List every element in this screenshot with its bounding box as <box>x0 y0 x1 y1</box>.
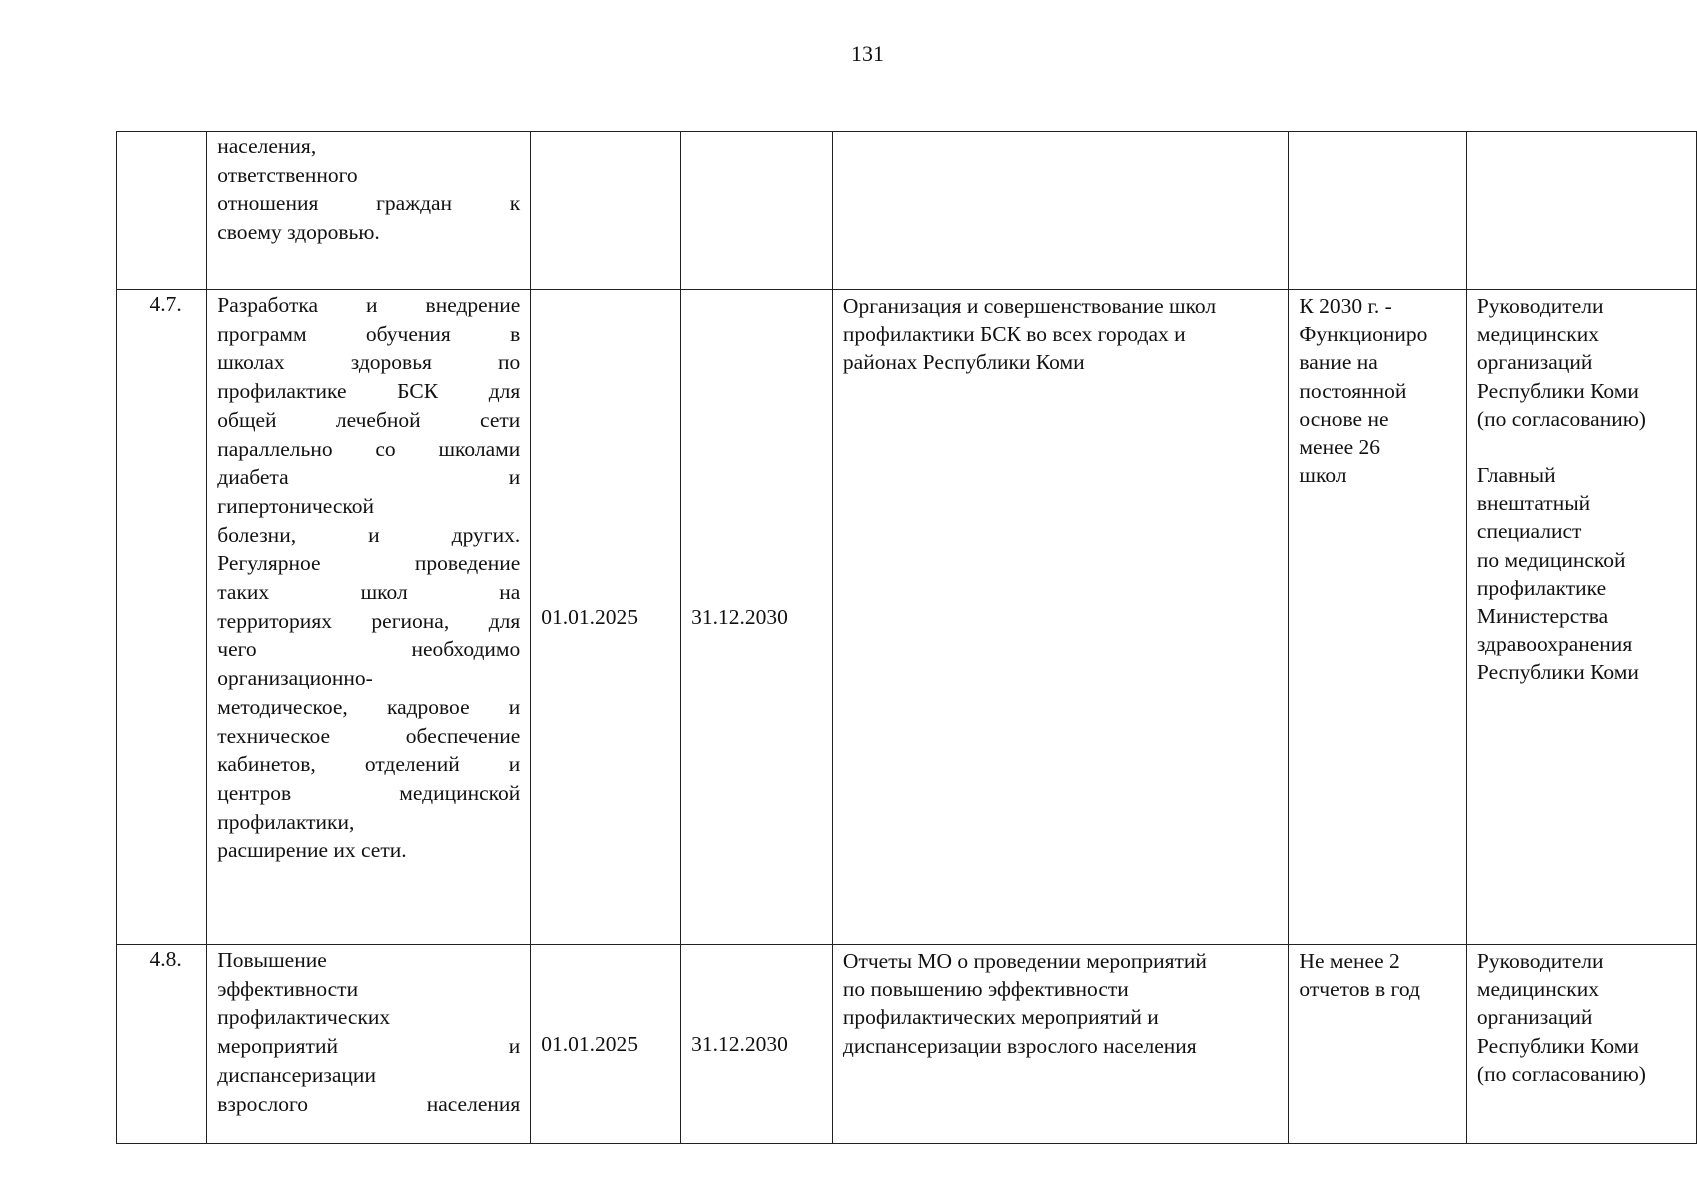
activity-name-cell <box>207 132 531 290</box>
indicator-cell <box>1289 290 1466 945</box>
activity-name-line: методическое, кадровое и <box>217 694 521 719</box>
activity-name-line: чего необходимо <box>217 637 521 662</box>
responsible-line: Республики Коми <box>1476 1033 1639 1058</box>
responsible-line: организаций <box>1476 350 1593 375</box>
activity-name-line: параллельно со школами <box>217 436 521 461</box>
responsible-line: Руководители <box>1476 949 1604 973</box>
responsible-line: специалист <box>1476 519 1582 544</box>
indicator-cell <box>1289 132 1466 290</box>
row-number: 4.7. <box>149 292 182 316</box>
activity-name-line: своему здоровью. <box>217 220 380 245</box>
page-number: 131 <box>851 41 884 66</box>
responsible-cell <box>1466 290 1696 945</box>
activity-name-line: диспансеризации <box>217 1062 376 1087</box>
activity-name-cell <box>207 945 531 1144</box>
responsible-line: по медицинской <box>1476 547 1626 572</box>
activity-name-line: таких школ на <box>217 580 521 605</box>
responsible-line: профилактике <box>1476 575 1607 600</box>
activity-name-line: территориях региона, для <box>217 608 521 633</box>
expected-result-line: профилактических мероприятий и <box>842 1005 1159 1030</box>
responsible-line: (по согласованию) <box>1476 406 1646 431</box>
activity-name-line: кабинетов, отделений и <box>217 752 521 777</box>
expected-result-line: диспансеризации взрослого населения <box>842 1033 1197 1058</box>
activity-name-line: диабета и <box>217 465 521 490</box>
expected-result-line: профилактики БСК во всех городах и <box>842 322 1186 347</box>
activity-name-line: взрослого населения <box>217 1091 521 1116</box>
table-row <box>117 132 1697 290</box>
activity-name-line: программ обучения в <box>217 321 521 346</box>
activity-name-line: эффективности <box>217 976 359 1001</box>
activity-name-line: Разработка и внедрение <box>217 293 521 317</box>
paragraph-gap <box>1477 433 1686 461</box>
row-number-cell <box>117 290 207 945</box>
expected-result-line: Отчеты МО о проведении мероприятий <box>842 949 1207 973</box>
activity-name-line: расширение их сети. <box>217 838 407 863</box>
end-date-cell <box>681 132 833 290</box>
indicator-line: отчетов в год <box>1299 977 1420 1002</box>
responsible-line: (по согласованию) <box>1476 1061 1646 1086</box>
activity-name-cell <box>207 290 531 945</box>
responsible-cell <box>1466 132 1696 290</box>
indicator-cell <box>1289 945 1466 1144</box>
responsible-line: Руководители <box>1476 294 1604 318</box>
indicator-line: менее 26 <box>1299 435 1381 460</box>
activity-name-line: Регулярное проведение <box>217 551 521 576</box>
activity-name-line: техническое обеспечение <box>217 723 521 748</box>
expected-result-line: районах Республики Коми <box>842 350 1085 375</box>
row-number: 4.8. <box>149 947 182 971</box>
responsible-line: Министерства <box>1476 604 1609 629</box>
activity-name-line: ответственного <box>217 162 358 187</box>
row-number-cell <box>117 945 207 1144</box>
indicator-line: школ <box>1299 463 1347 488</box>
indicator-line: Функциониро <box>1299 322 1428 347</box>
indicator-line: Не менее 2 <box>1299 949 1400 973</box>
indicator-line: К 2030 г. - <box>1299 294 1392 318</box>
activity-name-line: Повышение <box>217 948 327 972</box>
expected-result-cell <box>832 290 1289 945</box>
responsible-line: медицинских <box>1476 322 1599 347</box>
start-date-cell: 01.01.2025 <box>531 945 681 1144</box>
responsible-line: здравоохранения <box>1476 632 1633 657</box>
responsible-line: Республики Коми <box>1476 660 1639 685</box>
responsible-line: организаций <box>1476 1005 1593 1030</box>
responsible-line: медицинских <box>1476 977 1599 1002</box>
activity-name-line: школах здоровья по <box>217 350 521 375</box>
activity-name-line: гипертонической <box>217 493 375 518</box>
activities-table <box>116 131 1697 1144</box>
responsible-line: Республики Коми <box>1476 378 1639 403</box>
expected-result-cell <box>832 132 1289 290</box>
indicator-line: постоянной <box>1299 378 1407 403</box>
start-date-cell: 01.01.2025 <box>531 290 681 945</box>
indicator-line: вание на <box>1299 350 1378 375</box>
expected-result-cell <box>832 945 1289 1144</box>
responsible-cell <box>1466 945 1696 1144</box>
row-number-cell <box>117 132 207 290</box>
table-row <box>117 290 1697 945</box>
activity-name-line: мероприятий и <box>217 1034 521 1059</box>
table-row <box>117 945 1697 1144</box>
activity-name-line: отношения граждан к <box>217 191 521 216</box>
indicator-line: основе не <box>1299 406 1389 431</box>
activity-name-line: профилактики, <box>217 809 355 834</box>
activity-name-line: профилактических <box>217 1005 391 1030</box>
start-date-cell <box>531 132 681 290</box>
end-date-cell: 31.12.2030 <box>681 290 833 945</box>
activity-name-line: организационно- <box>217 666 373 691</box>
expected-result-line: Организация и совершенствование школ <box>842 294 1217 318</box>
activity-name-line: центров медицинской <box>217 780 521 805</box>
activity-name-line: общей лечебной сети <box>217 407 521 432</box>
end-date-cell: 31.12.2030 <box>681 945 833 1144</box>
activity-name-line: болезни, и других. <box>217 522 521 547</box>
activity-name-line: профилактике БСК для <box>217 379 521 404</box>
activity-name-line: населения, <box>217 134 317 158</box>
expected-result-line: по повышению эффективности <box>842 977 1129 1002</box>
responsible-line: внештатный <box>1476 491 1591 516</box>
responsible-line: Главный <box>1476 463 1556 488</box>
